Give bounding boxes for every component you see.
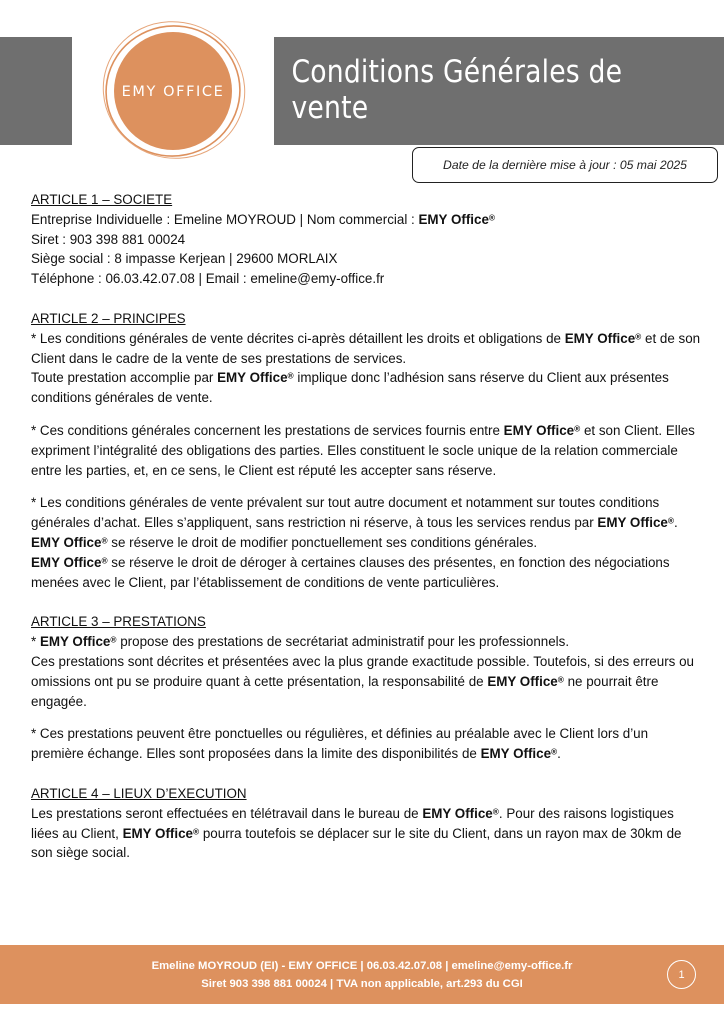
registered-mark: ® xyxy=(557,674,564,684)
registered-mark: ® xyxy=(101,555,108,566)
paragraph-text: . xyxy=(557,746,561,762)
paragraph-text: Téléphone : 06.03.42.07.08 | Email : emeline@emy-office.fr xyxy=(31,271,385,287)
paragraph-spacer xyxy=(31,711,701,724)
brand-name-text: EMY Office xyxy=(503,422,575,438)
article-paragraph xyxy=(31,493,701,533)
document-body xyxy=(31,190,701,863)
registered-mark: ® xyxy=(635,331,642,342)
brand-name xyxy=(504,423,581,438)
article-paragraph xyxy=(31,652,701,711)
brand-name xyxy=(31,555,108,570)
brand-name xyxy=(31,535,108,550)
registered-mark: ® xyxy=(574,423,581,434)
paragraph-text: pourra toutefois se déplacer sur le site du Client, dans un rayon max de 30km de son siège social. xyxy=(31,825,682,861)
article-paragraph xyxy=(31,269,701,289)
paragraph-text: et de son Client dans le cadre de la vente de ses prestations de services. xyxy=(31,330,701,366)
brand-name-text: EMY Office xyxy=(31,554,102,570)
brand-name-text: EMY Office xyxy=(487,673,558,689)
paragraph-text: * Les conditions générales de vente prévalent sur tout autre document et notamment sur toutes conditions générales d’achat. Elles s’appliquent, sans restriction ni réserve, à tous les services rendus par xyxy=(31,495,660,531)
brand-name xyxy=(418,212,495,227)
paragraph-text: * xyxy=(31,634,40,650)
footer-text xyxy=(0,945,724,1004)
brand-name xyxy=(565,331,642,346)
paragraph-text: Les prestations seront effectuées en télétravail dans le bureau de xyxy=(31,805,423,821)
paragraph-text: Ces prestations sont décrites et présentées avec la plus grande exactitude possible. Toutefois, si des erreurs ou omissions ont pu se produire quant à cette présentation, la responsabilité de xyxy=(31,653,694,689)
paragraph-text: * Ces prestations peuvent être ponctuelles ou régulières, et définies au préalable avec le Client lors d’un première échange. Elles sont proposées dans la limite des disponibilités de xyxy=(31,726,649,762)
paragraph-text: propose des prestations de secrétariat administratif pour les professionnels. xyxy=(116,634,570,650)
brand-name xyxy=(123,826,200,841)
page-number: 1 xyxy=(667,960,696,989)
article-paragraph xyxy=(31,210,701,230)
article-spacer xyxy=(31,764,701,784)
brand-name xyxy=(40,634,117,649)
article-paragraph xyxy=(31,804,701,863)
paragraph-text: . xyxy=(674,515,678,531)
registered-mark: ® xyxy=(193,825,200,836)
paragraph-text: Entreprise Individuelle : Emeline MOYROUD | Nom commercial : xyxy=(31,211,419,227)
registered-mark: ® xyxy=(492,805,499,816)
article-1 xyxy=(31,190,701,289)
paragraph-text: Toute prestation accomplie par xyxy=(31,370,218,386)
registered-mark: ® xyxy=(110,634,117,645)
brand-name-text: EMY Office xyxy=(122,825,194,841)
brand-name-text: EMY Office xyxy=(480,746,552,762)
registered-mark: ® xyxy=(488,212,496,223)
footer-line-1: Emeline MOYROUD (EI) - EMY OFFICE | 06.03.42.07.08 | emeline@emy-office.fr xyxy=(151,959,573,972)
article-paragraph xyxy=(31,249,701,269)
brand-name-text: EMY Office xyxy=(564,330,636,346)
article-paragraph xyxy=(31,533,701,553)
paragraph-text: se réserve le droit de modifier ponctuellement ses conditions générales. xyxy=(107,534,538,550)
paragraph-text: ne pourrait être engagée. xyxy=(31,673,659,709)
article-4 xyxy=(31,784,701,863)
article-heading: ARTICLE 2 – PRINCIPES xyxy=(31,310,186,326)
brand-name-text: EMY Office xyxy=(31,534,102,550)
article-heading: ARTICLE 3 – PRESTATIONS xyxy=(31,614,206,630)
article-paragraph xyxy=(31,421,701,480)
brand-name-text: EMY Office xyxy=(418,211,489,227)
article-paragraph xyxy=(31,553,701,593)
paragraph-text: Siège social : 8 impasse Kerjean | 29600 MORLAIX xyxy=(31,251,338,267)
article-2 xyxy=(31,309,701,592)
article-paragraph xyxy=(31,329,701,369)
brand-name-text: EMY Office xyxy=(422,805,493,821)
footer-band xyxy=(0,945,724,1004)
paragraph-text: * Les conditions générales de vente décrites ci-après détaillent les droits et obligations de xyxy=(31,330,565,346)
paragraph-text: . Pour des raisons logistiques liées au Client, xyxy=(31,805,674,841)
brand-name-text: EMY Office xyxy=(39,634,111,650)
article-heading: ARTICLE 1 – SOCIETE xyxy=(31,192,173,207)
registered-mark: ® xyxy=(287,370,294,381)
registered-mark: ® xyxy=(667,515,674,526)
article-paragraph xyxy=(31,724,701,764)
article-paragraph xyxy=(31,632,701,652)
page-title-text: Conditions Générales de vente xyxy=(291,54,623,126)
brand-name-text: EMY Office xyxy=(597,515,668,531)
logo-text: EMY OFFICE xyxy=(121,84,225,100)
paragraph-text: et son Client. Elles expriment l’intégralité des obligations des parties. Elles constituent le socle unique de la relation commerciale entre les parties, et, en ce sens, le Client est réputé les accepter sans réserve. xyxy=(31,422,695,478)
article-heading: ARTICLE 4 – LIEUX D’EXECUTION xyxy=(31,785,247,801)
footer-line-2: Siret 903 398 881 00024 | TVA non applicable, art.293 du CGI xyxy=(201,977,523,990)
paragraph-text: implique donc l’adhésion sans réserve du Client aux présentes conditions générales de vente. xyxy=(31,370,669,406)
brand-name-text: EMY Office xyxy=(217,370,288,386)
brand-name xyxy=(487,674,564,689)
paragraph-text: * Ces conditions générales concernent les prestations de services fournis entre xyxy=(31,422,504,438)
registered-mark: ® xyxy=(551,746,558,757)
article-3 xyxy=(31,612,701,764)
paragraph-text: se réserve le droit de déroger à certaines clauses des présentes, en fonction des négociations menées avec le Client, par l’établissement de conditions de vente particulières. xyxy=(31,554,670,590)
article-spacer xyxy=(31,289,701,309)
brand-name xyxy=(597,515,674,530)
registered-mark: ® xyxy=(101,535,108,546)
paragraph-spacer xyxy=(31,408,701,421)
article-paragraph xyxy=(31,368,701,408)
page-title xyxy=(51,36,674,144)
paragraph-spacer xyxy=(31,480,701,493)
paragraph-text: Siret : 903 398 881 00024 xyxy=(31,231,186,247)
brand-name xyxy=(217,370,294,385)
last-update-date: Date de la dernière mise à jour : 05 mai 2025 xyxy=(443,158,687,172)
article-paragraph xyxy=(31,230,701,250)
last-update-box xyxy=(412,147,718,183)
article-spacer xyxy=(31,592,701,612)
brand-name xyxy=(422,806,499,821)
brand-name xyxy=(481,746,558,761)
